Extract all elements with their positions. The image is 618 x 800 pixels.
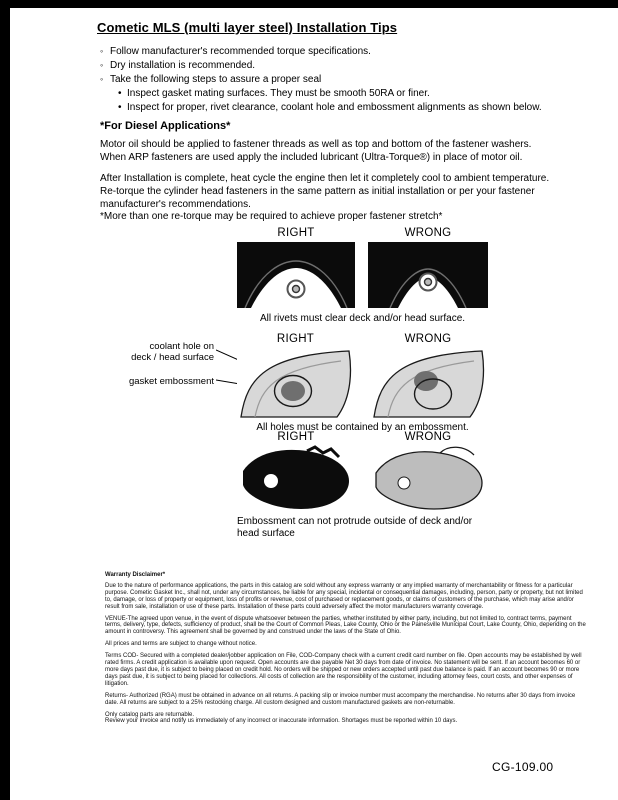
legal-paragraph: All prices and terms are subject to change without notice. — [105, 641, 257, 648]
tip-text: Follow manufacturer's recommended torque specifications. — [110, 46, 371, 57]
tip-item — [100, 60, 570, 72]
tip-subtext: Inspect for proper, rivet clearance, coolant hole and embossment alignments as shown below. — [127, 102, 542, 113]
catalog-page-code: CG-109.00 — [492, 760, 554, 774]
row2-wrong-label: WRONG — [404, 333, 452, 345]
dot-bullet-icon: • — [118, 102, 122, 113]
legal-paragraph: Only catalog parts are returnable. — [105, 711, 195, 718]
tip-text: Dry installation is recommended. — [110, 60, 256, 71]
protrusion-right-illustration — [237, 445, 355, 513]
embossment-right-illustration — [237, 347, 354, 419]
tip-item — [100, 74, 570, 86]
row3-caption: Embossment can not protrude outside of deck and/or head surface — [237, 516, 473, 539]
page-border-left — [0, 0, 10, 800]
rivet-wrong-illustration — [368, 242, 488, 308]
legal-paragraph: VENUE-The agreed upon venue, in the event of dispute whatsoever between the parties, whether instituted by either party, including, but not limited to, contract terms, payment terms, delivery, type, defects, sufficiency of product, shall be the Court of Common Pleas, Lake County, Ohio or the Painesville Municipal Court, Lake County, Ohio, depending on the amount in controversy. This agreement shall be governed by and construed under the laws of the State of Ohio. — [105, 615, 586, 636]
rivet-wrong-diagram — [368, 242, 488, 313]
legal-paragraph: Terms COD- Secured with a completed dealer/jobber application on File, COD-Company check with a current credit card number on file. Open accounts may be established by well rated firms. A credit application is available upon request. Open accounts are due payable Net 30 days from date of invoice. No statement will be sent. If an account becomes 60 or more days past due, it is subject to being placed on credit hold. No orders will be shipped or new orders accepted until past due balance is paid. If an account becomes 90 or more days past due, it is subject to being placed for collections. All costs of collection are the responsibility of the customer, including attorney fees, court costs, and other expenses of litigation. — [105, 653, 582, 687]
dot-bullet-icon: • — [118, 88, 122, 99]
tips-list — [100, 46, 570, 116]
page-border-top — [0, 0, 618, 8]
tip-subitem — [100, 88, 570, 100]
row2-caption: All holes must be contained by an embossment. — [256, 422, 469, 433]
legal-paragraph: Returns- Authorized (RGA) must be obtained in advance on all returns. A packing slip or invoice number must accompany the merchandise. No returns after 30 days from invoice date. All returns are subject to a 25% restocking charge. All custom designed and custom manufactured gaskets are non-returnable. — [105, 692, 576, 706]
tip-subitem — [100, 102, 570, 114]
row1-wrong-label: WRONG — [404, 227, 452, 239]
rivet-right-illustration — [237, 242, 355, 308]
rivet-right-diagram — [237, 242, 355, 313]
retorque-note: *More than one re-torque may be required to achieve proper fastener stretch* — [100, 211, 443, 222]
circle-bullet-icon: ◦ — [100, 74, 104, 84]
protrusion-wrong-illustration — [368, 445, 488, 513]
protrusion-right-diagram — [237, 445, 355, 518]
coolant-hole-callout: coolant hole on deck / head surface — [131, 341, 214, 363]
gasket-embossment-callout: gasket embossment — [128, 376, 214, 387]
circle-bullet-icon: ◦ — [100, 60, 104, 70]
tip-item — [100, 46, 570, 58]
row1-caption: All rivets must clear deck and/or head surface. — [259, 313, 466, 324]
legal-paragraph: Review your invoice and notify us immediately of any incorrect or inaccurate information. Shortages must be reported within 10 days. — [105, 718, 458, 725]
page-title: Cometic MLS (multi layer steel) Installation Tips — [97, 20, 398, 35]
diesel-applications-heading: *For Diesel Applications* — [100, 120, 231, 132]
row3-wrong-label: WRONG — [404, 431, 452, 443]
diesel-paragraph-2: After Installation is complete, heat cycle the engine then let it completely cool to ambient temperature. Re-torque the cylinder head fasteners in the same pattern as initial installation or per your fastener manufacturer's recommendations. — [100, 173, 550, 210]
warranty-disclaimer-heading: Warranty Disclaimer* — [105, 572, 166, 578]
circle-bullet-icon: ◦ — [100, 46, 104, 56]
tip-subtext: Inspect gasket mating surfaces. They must be smooth 50RA or finer. — [127, 88, 430, 99]
embossment-wrong-diagram — [368, 347, 488, 424]
protrusion-wrong-diagram — [368, 445, 488, 518]
row2-right-label: RIGHT — [276, 333, 315, 345]
diesel-paragraph-1: Motor oil should be applied to fastener threads as well as top and bottom of the fastener washers. When ARP fasteners are used apply the included lubricant (Ultra-Torque®) in place of motor oil. — [100, 139, 532, 163]
legal-paragraph: Due to the nature of performance applications, the parts in this catalog are sold without any express warranty or any implied warranty of merchantability or fitness for a particular purpose. Cometic Gasket Inc., shall not, under any circumstances, be liable for any special, incidental or consequential damages, including, person, party or property, but not limited to, damage, or loss of property or equipment, loss of profits or revenue, cost of purchased or replacement goods, or claims of customers of the purchase, which may arise and/or result from sale, installation or use of these parts. Installation of these parts could adversely affect the motor manufacturers warranty coverage. — [105, 582, 583, 610]
row3-right-label: RIGHT — [277, 431, 315, 443]
tip-text: Take the following steps to assure a proper seal — [110, 74, 322, 85]
row1-right-label: RIGHT — [277, 227, 315, 239]
embossment-wrong-illustration — [368, 347, 488, 419]
legal-fine-print — [105, 572, 587, 730]
embossment-right-diagram — [237, 347, 354, 424]
